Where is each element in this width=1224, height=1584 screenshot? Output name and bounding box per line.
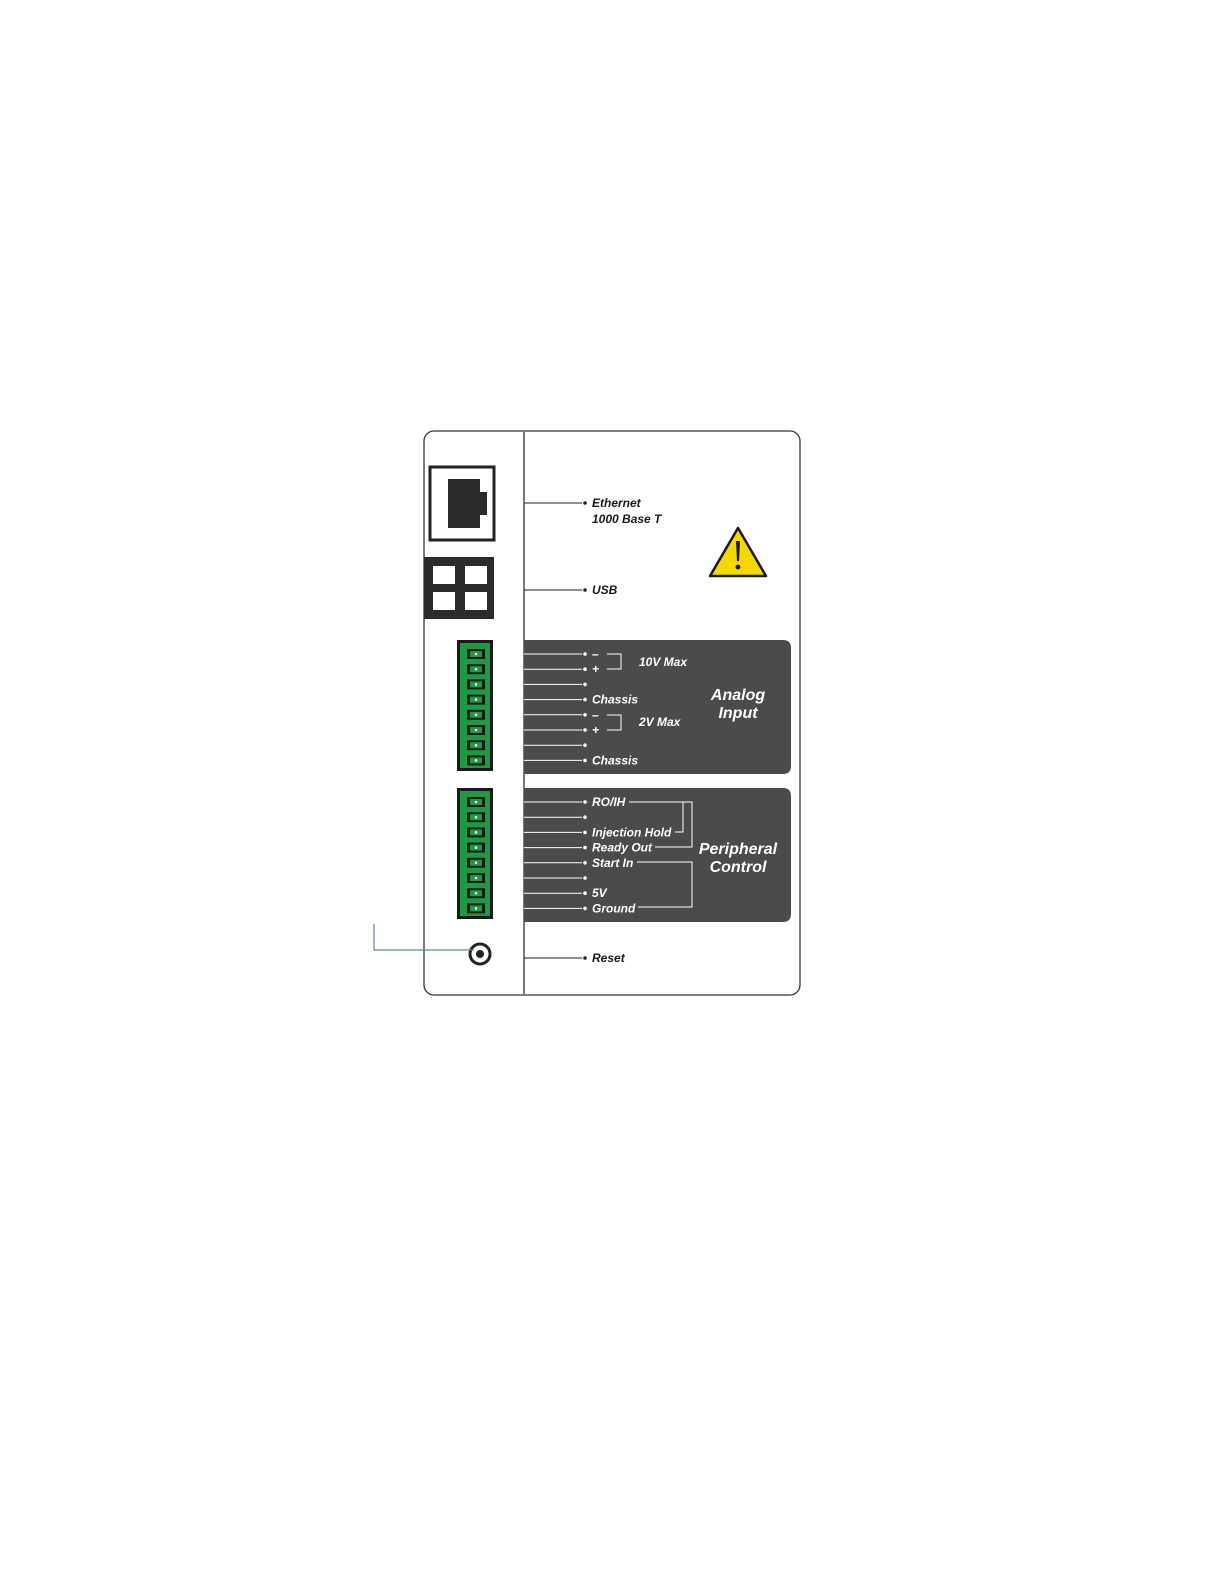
- pin-dot: [583, 907, 587, 911]
- peripheral-control-pin-label: RO/IH: [592, 795, 626, 809]
- analog-input-pin-label: +: [592, 662, 600, 677]
- peripheral-control-pin-label: Injection Hold: [592, 825, 672, 840]
- peripheral-control-pin-label: Ready Out: [592, 840, 653, 855]
- analog-input-pin-label: –: [592, 707, 599, 722]
- pin-dot: [583, 713, 587, 717]
- pin-dot: [583, 759, 587, 763]
- ethernet-speed-label: 1000 Base T: [592, 512, 662, 526]
- analog-input-title: Analog: [710, 687, 766, 704]
- range-2v-label: 2V Max: [639, 715, 681, 729]
- pin-dot: [583, 800, 587, 804]
- pin-dot: [583, 861, 587, 865]
- peripheral-control-title-2: Control: [709, 859, 767, 876]
- pin-dot: [583, 815, 587, 819]
- reset-label: Reset: [592, 951, 625, 965]
- peripheral-control-title: Peripheral: [698, 841, 778, 858]
- pin-dot: [583, 891, 587, 895]
- analog-input-pin-label: –: [592, 647, 599, 661]
- pin-dot: [583, 846, 587, 850]
- ethernet-port-icon: [430, 467, 494, 540]
- peripheral-control-pin-label: 5V: [592, 886, 607, 901]
- pin-dot: [583, 698, 587, 702]
- range-10v-label: 10V Max: [639, 655, 688, 669]
- pin-dot: [583, 728, 587, 732]
- pin-dot: [583, 743, 587, 747]
- analog-input-title-2: Input: [718, 705, 758, 722]
- pin-dot: [583, 876, 587, 880]
- pin-dot: [583, 683, 587, 687]
- peripheral-control-pin-label: Ground: [592, 901, 636, 916]
- peripheral-control-pin-label: Start In: [592, 855, 634, 870]
- usb-label: USB: [592, 583, 618, 597]
- analog-connector-icon: [457, 640, 493, 771]
- usb-port-icon: [424, 557, 494, 619]
- analog-input-pin-label: +: [592, 723, 600, 737]
- pin-dot: [583, 831, 587, 835]
- reset-button-icon: [470, 944, 490, 964]
- peripheral-connector-icon: [457, 788, 493, 919]
- analog-input-pin-label: Chassis: [592, 692, 639, 707]
- pin-dot: [583, 652, 587, 656]
- analog-input-pin-label: Chassis: [592, 753, 639, 768]
- ethernet-label: Ethernet: [592, 496, 641, 510]
- pin-dot: [583, 667, 587, 671]
